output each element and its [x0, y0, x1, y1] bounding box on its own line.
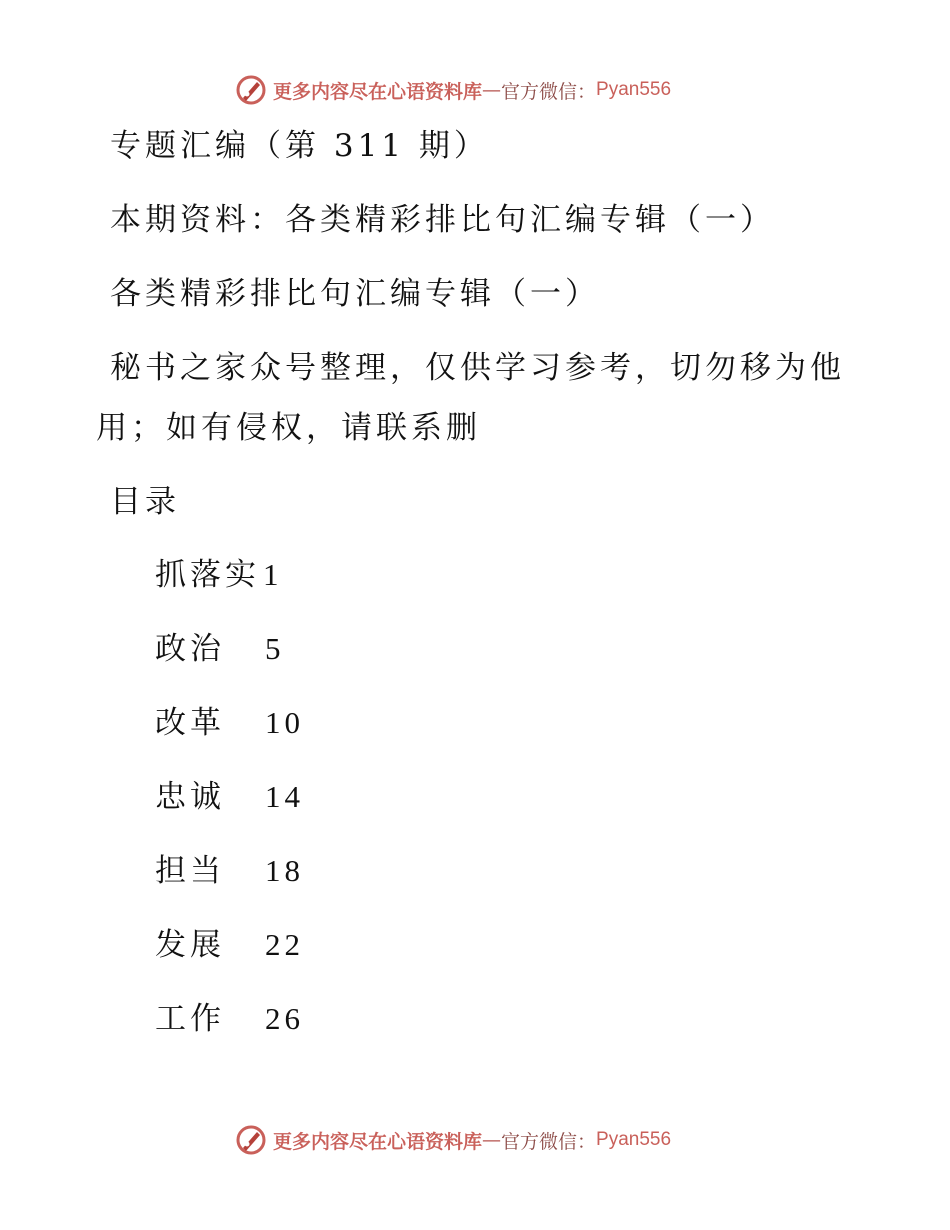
footer-site-text: 更多内容尽在心语资料库 — [273, 1130, 483, 1153]
pen-logo-icon — [235, 74, 267, 106]
toc-item-title: 抓落实 — [155, 557, 260, 593]
footer-wechat-label: 官方微信： — [501, 1130, 597, 1153]
toc-item-page: 26 — [265, 1001, 304, 1036]
toc-item — [155, 777, 304, 817]
toc-item-page: 18 — [265, 853, 304, 888]
toc-item-title: 担当 — [155, 853, 225, 889]
toc-item-page: 10 — [265, 705, 304, 740]
toc-item-title: 政治 — [155, 631, 225, 667]
toc-item-page: 22 — [265, 927, 304, 962]
toc-item-page: 14 — [265, 779, 304, 814]
header-wechat-handle: Pyan556 — [596, 79, 672, 100]
pen-logo-icon — [235, 1124, 267, 1156]
subtitle: 各类精彩排比句汇编专辑（一） — [110, 276, 600, 312]
toc-item — [155, 629, 285, 669]
toc-item — [155, 925, 304, 965]
toc-item — [155, 999, 304, 1039]
toc-item — [155, 851, 304, 891]
toc-item-title: 忠诚 — [155, 779, 225, 815]
toc-item-page: 1 — [263, 557, 283, 592]
series-title: 专题汇编（第 311 期） — [110, 128, 489, 164]
toc-item — [155, 703, 304, 743]
toc-item — [155, 555, 283, 595]
header-wechat-label: 官方微信： — [501, 80, 597, 103]
toc-heading: 目录 — [110, 484, 180, 520]
header-site-text: 更多内容尽在心语资料库 — [273, 80, 483, 103]
toc-item-title: 发展 — [155, 927, 225, 963]
toc-item-page: 5 — [265, 631, 285, 666]
notice-line-2: 用；如有侵权，请联系删 — [96, 410, 481, 446]
footer-separator: — — [482, 1129, 502, 1151]
footer-banner — [235, 1122, 715, 1158]
notice-line-1: 秘书之家众号整理，仅供学习参考，切勿移为他 — [110, 350, 845, 386]
header-banner — [235, 72, 715, 108]
toc-item-title: 工作 — [155, 1001, 225, 1037]
issue-line: 本期资料：各类精彩排比句汇编专辑（一） — [110, 202, 775, 238]
header-separator: — — [482, 79, 502, 101]
footer-wechat-handle: Pyan556 — [596, 1129, 672, 1150]
toc-item-title: 改革 — [155, 705, 225, 741]
